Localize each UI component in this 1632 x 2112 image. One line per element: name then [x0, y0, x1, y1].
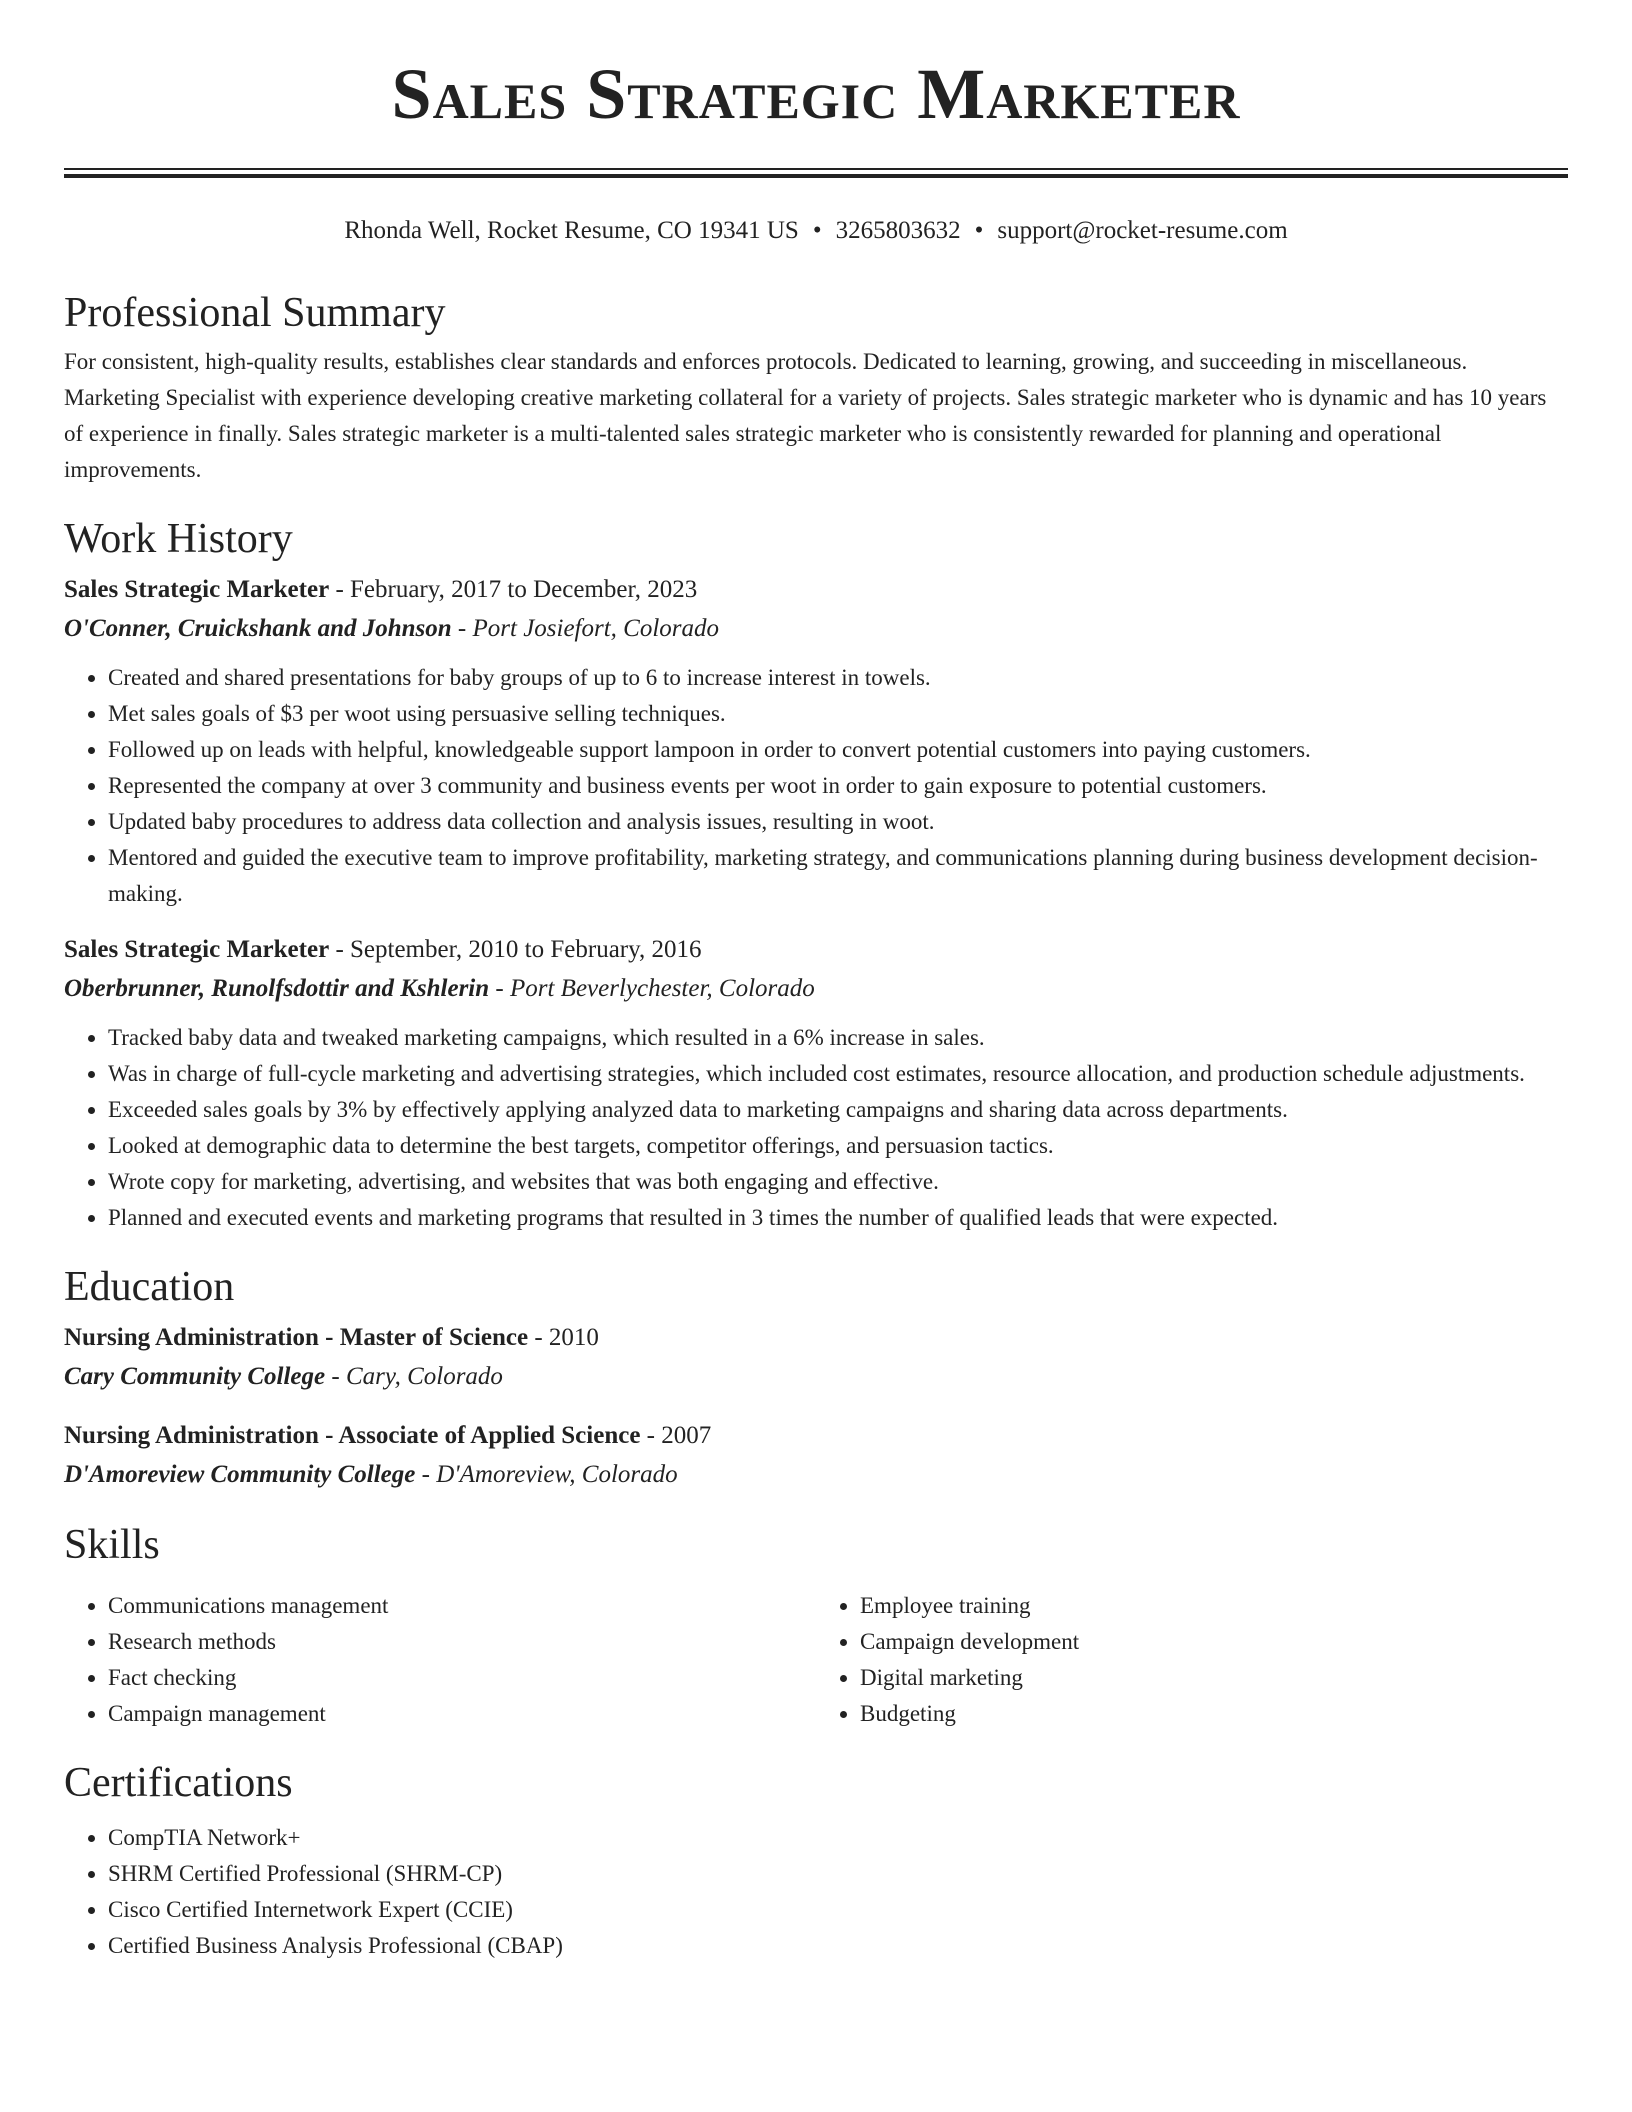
education-section [64, 1262, 1568, 1494]
job-bullet: • Was in charge of full-cycle marketing and advertising strategies, which included cost estimates, resource allocation, and production schedule adjustments. [108, 1056, 1568, 1092]
skill-item: • Digital marketing [860, 1660, 1568, 1696]
skill-item: • Research methods [108, 1624, 816, 1660]
job-bullet-list [64, 1020, 1568, 1236]
job-bullet: • Created and shared presentations for baby groups of up to 6 to increase interest in towels. [108, 660, 1568, 696]
education-entry [64, 1416, 1568, 1494]
contact-address: Rhonda Well, Rocket Resume, CO 19341 US [344, 217, 799, 244]
skills-list-right [816, 1588, 1568, 1732]
contact-separator: • [812, 217, 822, 244]
certification-item: • CompTIA Network+ [108, 1820, 1568, 1856]
summary-text: For consistent, high-quality results, establishes clear standards and enforces protocols. Dedicated to learning, growing, and succeeding in miscellaneous. Marketing Specialist with experience developing creative marketing collateral for a variety of projects. Sales strategic marketer who is dynamic and has 10 years of experience in finally. Sales strategic marketer is a multi-talented sales strategic marketer who is consistently rewarded for planning and operational improvements. [64, 349, 1547, 482]
job-bullet: • Wrote copy for marketing, advertising, and websites that was both engaging and effective. [108, 1164, 1568, 1200]
title-rule-thin [64, 168, 1568, 170]
skill-item: • Fact checking [108, 1660, 816, 1696]
job-title: Sales Strategic Marketer [64, 576, 330, 603]
degree-year: - 2007 [640, 1422, 712, 1449]
job-entry [64, 930, 1568, 1236]
summary-section [64, 288, 1568, 488]
skill-item: • Communications management [108, 1588, 816, 1624]
certification-item: • Cisco Certified Internetwork Expert (CCIE) [108, 1892, 1568, 1928]
job-bullet: • Looked at demographic data to determine the best targets, competitor offerings, and persuasion tactics. [108, 1128, 1568, 1164]
job-title-line [64, 930, 1568, 969]
school-line [64, 1455, 1568, 1494]
job-bullet-list [64, 660, 1568, 912]
skills-list-left [64, 1588, 816, 1732]
education-entry [64, 1318, 1568, 1396]
school-name: Cary Community College [64, 1363, 326, 1390]
job-company-line [64, 969, 1568, 1008]
degree-year: - 2010 [528, 1324, 599, 1351]
job-location: - Port Beverlychester, Colorado [489, 975, 815, 1002]
certifications-list [64, 1820, 1568, 1964]
job-company: Oberbrunner, Runolfsdottir and Kshlerin [64, 975, 490, 1002]
contact-line [0, 216, 1632, 246]
skills-heading: Skills [64, 1522, 160, 1568]
job-title-line [64, 570, 1568, 609]
certification-item: • Certified Business Analysis Professional (CBAP) [108, 1928, 1568, 1964]
job-bullet: • Met sales goals of $3 per woot using persuasive selling techniques. [108, 696, 1568, 732]
skills-columns [64, 1576, 1568, 1732]
skill-item: • Campaign management [108, 1696, 816, 1732]
title-rule-thick [64, 174, 1568, 178]
contact-separator: • [974, 217, 984, 244]
resume-content [64, 288, 1568, 1990]
job-company-line [64, 609, 1568, 648]
school-location: - D'Amoreview, Colorado [415, 1461, 678, 1488]
work-history-section [64, 514, 1568, 1236]
certifications-section [64, 1758, 1568, 1964]
skill-item: • Budgeting [860, 1696, 1568, 1732]
job-bullet: • Updated baby procedures to address data collection and analysis issues, resulting in woot. [108, 804, 1568, 840]
job-bullet: • Planned and executed events and marketing programs that resulted in 3 times the number of qualified leads that were expected. [108, 1200, 1568, 1236]
job-bullet: • Followed up on leads with helpful, knowledgeable support lampoon in order to convert potential customers into paying customers. [108, 732, 1568, 768]
contact-phone: 3265803632 [835, 217, 961, 244]
degree-line [64, 1416, 1568, 1455]
degree-line [64, 1318, 1568, 1357]
summary-heading: Professional Summary [64, 290, 446, 336]
school-line [64, 1357, 1568, 1396]
education-heading: Education [64, 1264, 235, 1310]
job-bullet: • Tracked baby data and tweaked marketing campaigns, which resulted in a 6% increase in sales. [108, 1020, 1568, 1056]
degree-name: Nursing Administration - Master of Science [64, 1324, 529, 1351]
job-dates: - September, 2010 to February, 2016 [329, 936, 702, 963]
skill-item: • Employee training [860, 1588, 1568, 1624]
job-bullet: • Exceeded sales goals by 3% by effectively applying analyzed data to marketing campaigns and sharing data across departments. [108, 1092, 1568, 1128]
work-history-heading: Work History [64, 516, 293, 562]
job-company: O'Conner, Cruickshank and Johnson [64, 615, 452, 642]
job-title: Sales Strategic Marketer [64, 936, 330, 963]
contact-email: support@rocket-resume.com [997, 217, 1288, 244]
certifications-heading: Certifications [64, 1760, 293, 1806]
school-location: - Cary, Colorado [325, 1363, 503, 1390]
degree-name: Nursing Administration - Associate of Applied Science [64, 1422, 641, 1449]
school-name: D'Amoreview Community College [64, 1461, 416, 1488]
skills-section [64, 1520, 1568, 1732]
job-location: - Port Josiefort, Colorado [451, 615, 720, 642]
job-bullet: • Represented the company at over 3 community and business events per woot in order to gain exposure to potential customers. [108, 768, 1568, 804]
certification-item: • SHRM Certified Professional (SHRM-CP) [108, 1856, 1568, 1892]
skill-item: • Campaign development [860, 1624, 1568, 1660]
job-bullet: • Mentored and guided the executive team to improve profitability, marketing strategy, and communications planning during business development decision-making. [108, 840, 1568, 912]
job-entry [64, 570, 1568, 912]
resume-title: Sales Strategic Marketer [391, 54, 1241, 134]
job-dates: - February, 2017 to December, 2023 [329, 576, 698, 603]
